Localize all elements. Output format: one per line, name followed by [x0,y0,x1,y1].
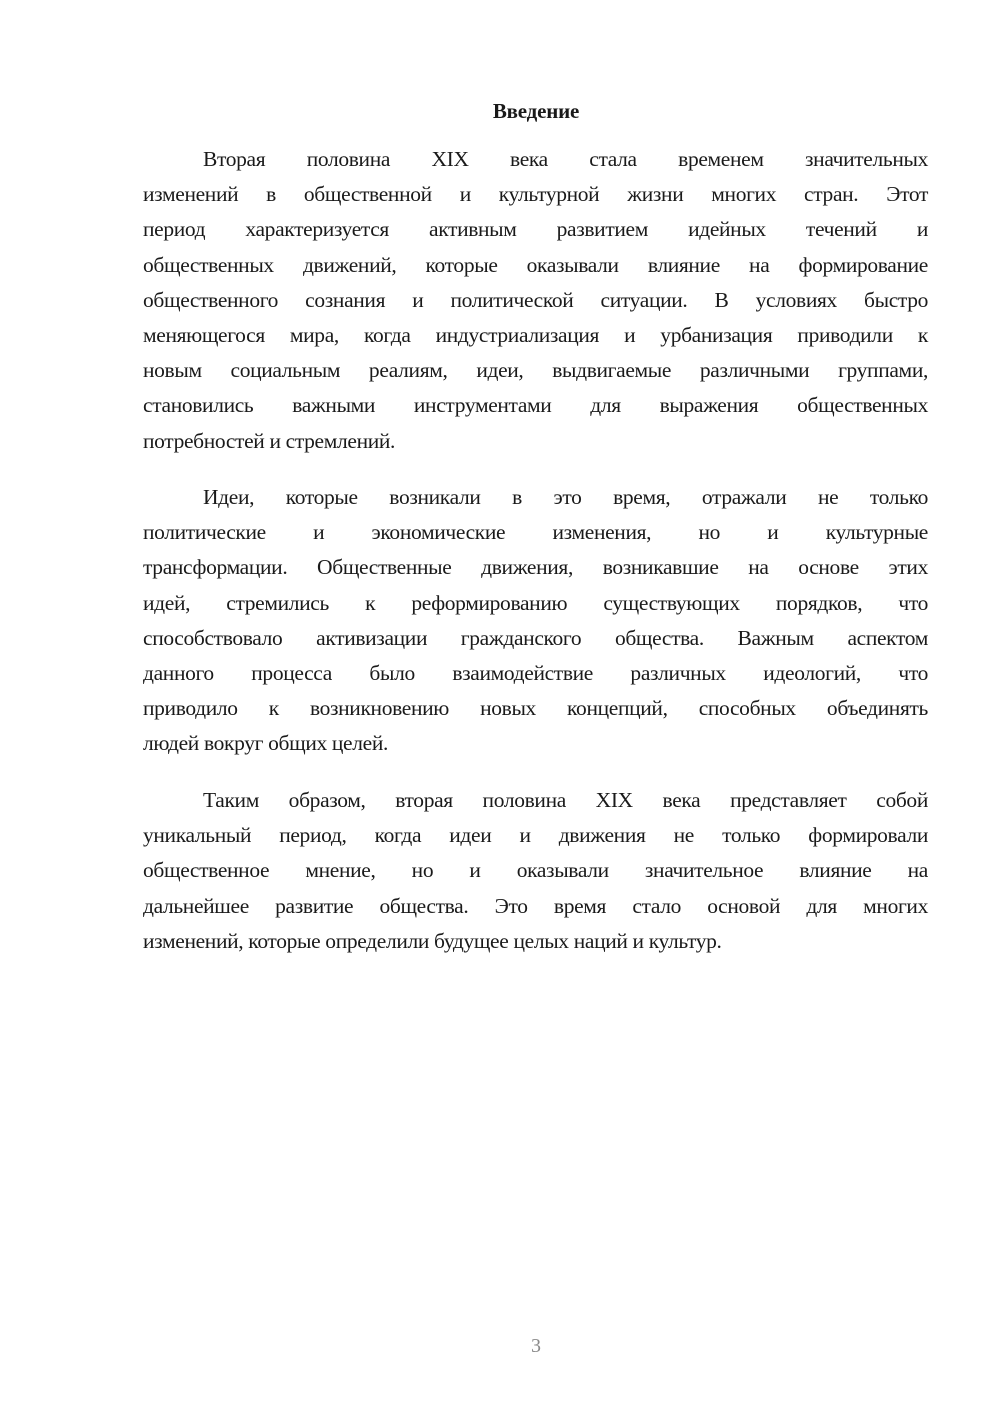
text-line: потребностей и стремлений. [143,428,396,453]
paragraph-3 [143,783,928,959]
text-line: способствовало активизации гражданского общества. Важным аспектом [143,625,928,650]
text-line: период характеризуется активным развитием идейных течений и [143,217,928,242]
text-line: общественного сознания и политической ситуации. В условиях быстро [143,287,928,312]
text-line: политические и экономические изменения, но и культурные [143,520,928,545]
page-number: 3 [531,1335,541,1357]
text-line: меняющегося мира, когда индустриализация и урбанизация приводили к [143,322,928,347]
section-heading: Введение [492,99,580,123]
text-line: изменений, которые определили будущее целых наций и культур. [143,928,722,953]
text-line: уникальный период, когда идеи и движения не только формировали [143,823,928,848]
text-line: дальнейшее развитие общества. Это время стало основой для многих [143,893,928,918]
text-line: общественных движений, которые оказывали влияние на формирование [143,252,928,277]
text-line: Идеи, которые возникали в это время, отражали не только [203,485,928,509]
text-line: становились важными инструментами для выражения общественных [143,393,928,418]
text-line: Таким образом, вторая половина XIX века представляет собой [203,788,928,812]
text-line: изменений в общественной и культурной жизни многих стран. Этот [143,182,928,207]
paragraph-1 [143,142,928,459]
text-line: приводило к возникновению новых концепций, способных объединять [143,696,928,721]
text-line: новым социальным реалиям, идеи, выдвигаемые различными группами, [143,358,928,383]
text-line: общественное мнение, но и оказывали значительное влияние на [143,858,928,883]
text-line: идей, стремились к реформированию существующих порядков, что [143,590,928,615]
text-line: трансформации. Общественные движения, возникавшие на основе этих [143,555,928,580]
paragraph-2 [143,480,928,762]
text-line: Вторая половина XIX века стала временем значительных [203,147,928,171]
text-line: людей вокруг общих целей. [143,731,388,756]
text-line: данного процесса было взаимодействие различных идеологий, что [143,660,928,685]
